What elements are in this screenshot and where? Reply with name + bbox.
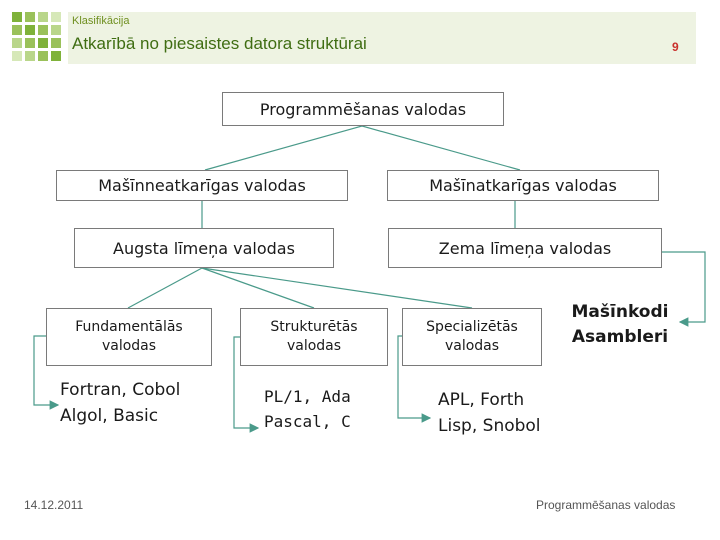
fundamental-examples: Fortran, Cobol Algol, Basic bbox=[60, 380, 181, 426]
specialized-node: Specializētās valodas bbox=[402, 308, 542, 366]
low-level-node: Zema līmeņa valodas bbox=[388, 228, 662, 268]
connector-root-left bbox=[205, 126, 362, 170]
structured-node: Strukturētās valodas bbox=[240, 308, 388, 366]
footer-date: 14.12.2011 bbox=[24, 498, 84, 512]
header-kicker: Klasifikācija bbox=[72, 15, 130, 27]
high-level-node: Augsta līmeņa valodas bbox=[74, 228, 334, 268]
specialized-examples: APL, Forth Lisp, Snobol bbox=[438, 390, 541, 436]
footer-topic: Programmēšanas valodas bbox=[536, 498, 676, 512]
machine-dependent-node: Mašīnatkarīgas valodas bbox=[387, 170, 659, 201]
page-number: 9 bbox=[672, 40, 679, 54]
machine-independent-node: Mašīnneatkarīgas valodas bbox=[56, 170, 348, 201]
connector-root-right bbox=[362, 126, 520, 170]
connector-high-specialized bbox=[202, 268, 472, 308]
root-node: Programmēšanas valodas bbox=[222, 92, 504, 126]
slide-title: Atkarībā no piesaistes datora struktūrai bbox=[72, 34, 367, 53]
connector-high-fundamental bbox=[128, 268, 202, 308]
connector-high-structured bbox=[202, 268, 314, 308]
structured-examples: PL/1, Ada Pascal, C bbox=[264, 387, 351, 431]
fundamental-node: Fundamentālās valodas bbox=[46, 308, 212, 366]
machine-code-assemblers-label: Mašīnkodi Asambleri bbox=[571, 302, 669, 347]
